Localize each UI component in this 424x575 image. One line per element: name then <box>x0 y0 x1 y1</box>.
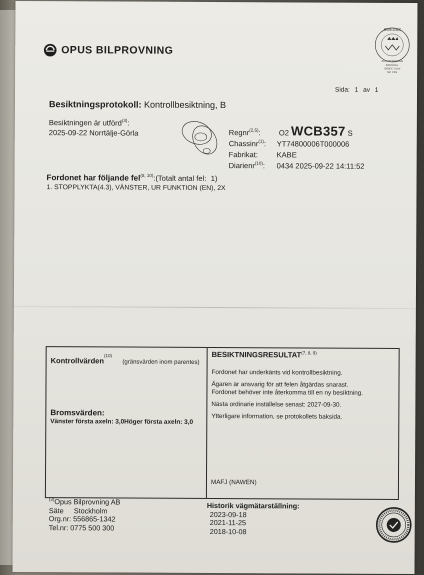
brake-values: Vänster första axeln: 3,0Höger första axeln: 3,0 <box>50 418 194 426</box>
control-values-heading-sup: (10) <box>103 353 113 359</box>
seat-label: Säte <box>48 505 64 515</box>
chassis-row: Chassinr$^{(1)}$: YT74800006T000006 <box>228 138 350 149</box>
diary-label: Diarienr <box>228 161 255 171</box>
odometer-date: 2018-10-08 <box>209 526 247 536</box>
make-row: Fabrikat: KABE <box>228 150 297 160</box>
faults-total-value: 1) <box>210 173 218 184</box>
regnr-label: Regnr <box>228 128 250 138</box>
make-label: Fabrikat <box>228 150 256 160</box>
control-values-box <box>50 350 202 426</box>
control-values-heading: Kontrollvärden <box>50 356 104 366</box>
tel-value: 0775 500 300 <box>70 523 115 533</box>
chassis-value: YT74800006T000006 <box>276 139 350 149</box>
result-line-3: Nästa ordinarie inställelse senast: 2027-09-30. <box>211 400 342 409</box>
org-value: 556865-1342 <box>73 514 116 524</box>
seal-top-text: SWEDAC <box>383 26 402 32</box>
odometer-date: 2023-09-18 <box>209 509 247 519</box>
odometer-history <box>207 502 300 537</box>
protocol-type: Kontrollbesiktning, B <box>143 99 227 111</box>
faults-heading: Fordonet har följande fel <box>46 173 141 183</box>
diary-label-sup: (10) <box>254 160 263 166</box>
company-name: Opus Bilprovning AB <box>54 497 121 507</box>
stamp-mark <box>175 117 231 163</box>
document-page <box>13 1 418 574</box>
diary-row: Diarienr$^{(10)}$: 0434 2025-09-22 14:11:52 <box>228 160 365 171</box>
paper-fold <box>14 306 416 309</box>
brake-heading: Bromsvärden: <box>50 408 105 418</box>
make-value: KABE <box>276 150 297 160</box>
result-line-1: Fordonet har underkänts vid kontrollbesiktning. <box>211 368 343 377</box>
page-of: av <box>363 86 371 94</box>
page-total: 1 <box>374 86 379 94</box>
result-line-2: Ägaren är ansvarig för att felen åtgärdas snarast. Fordonet behöver inte återkomma till en ny besiktning. <box>211 380 364 397</box>
faults-section <box>47 173 226 192</box>
brand-name: OPUS BILPROVNING <box>61 44 174 57</box>
performed-date-place: 2025-09-22 Norrtälje-Görla <box>48 127 139 138</box>
diary-value: 0434 2025-09-22 14:11:52 <box>276 161 365 171</box>
odometer-heading: Historik vägmätarställning: <box>206 500 300 511</box>
brand-logo <box>43 43 173 58</box>
regnr-value: WCB357 <box>290 123 346 139</box>
performed-label-sup: (3) <box>121 118 128 124</box>
seal-ring-text: ACKREDITERING <box>381 59 403 63</box>
regnr-suffix: S <box>347 128 353 138</box>
page-label: Sida: <box>335 86 350 94</box>
chassis-label-sup: (1) <box>258 138 264 144</box>
seal-line-3: NR: 1006 <box>387 70 398 74</box>
inspection-performed: Besiktningen är utförd$^{(3)}$: 2025-09-22 Norrtälje-Görla <box>48 118 139 138</box>
protocol-title <box>49 99 226 110</box>
result-heading: BESIKTNINGSRESULTAT <box>211 349 302 360</box>
chassis-label: Chassinr <box>228 139 259 149</box>
regnr-prefix: O2 <box>278 128 289 138</box>
seal-line-1: KONTROLL <box>385 63 399 67</box>
page-indicator <box>335 87 378 94</box>
inspection-result-box <box>210 349 395 487</box>
control-values-note: (gränsvärden inom parentes) <box>122 359 200 366</box>
performed-label: Besiktningen är utförd <box>48 118 122 128</box>
company-sup: (3) <box>48 496 55 502</box>
result-heading-sup: (7, 8, 9) <box>301 350 317 356</box>
faults-total-label: :(Totalt antal fel: <box>153 173 207 183</box>
fault-item: 1. STOPPLYKTA(4.3), VÄNSTER, UR FUNKTION (EN), 2X <box>46 184 226 193</box>
org-label: Org.nr: <box>48 514 72 524</box>
vehicle-info <box>229 125 365 172</box>
opus-logo-icon <box>43 43 57 57</box>
regnr-label-sup: (2,5) <box>249 127 259 133</box>
box-divider <box>206 348 208 498</box>
tel-label: Tel.nr: <box>48 522 69 533</box>
seat-value: Stockholm <box>73 505 108 516</box>
swedac-seal-icon <box>370 25 414 75</box>
regnr-row: Regnr$^{(2,5)}$: O2 WCB357 S <box>228 123 353 139</box>
inspector-signature: MAFJ (NAWEN) <box>210 478 257 487</box>
results-boxes <box>45 346 400 500</box>
seal-line-2: ISO/IEC 17020 <box>384 67 401 71</box>
page-number: 1 <box>354 86 359 94</box>
quality-seal-icon <box>375 506 413 544</box>
result-line-4: Ytterligare information, se protokollets baksida. <box>211 412 343 421</box>
protocol-title-label: Besiktningsprotokoll: <box>48 99 142 110</box>
company-info <box>49 498 121 533</box>
odometer-date: 2021-11-25 <box>209 518 247 528</box>
faults-heading-sup: (8, 10) <box>140 172 154 179</box>
